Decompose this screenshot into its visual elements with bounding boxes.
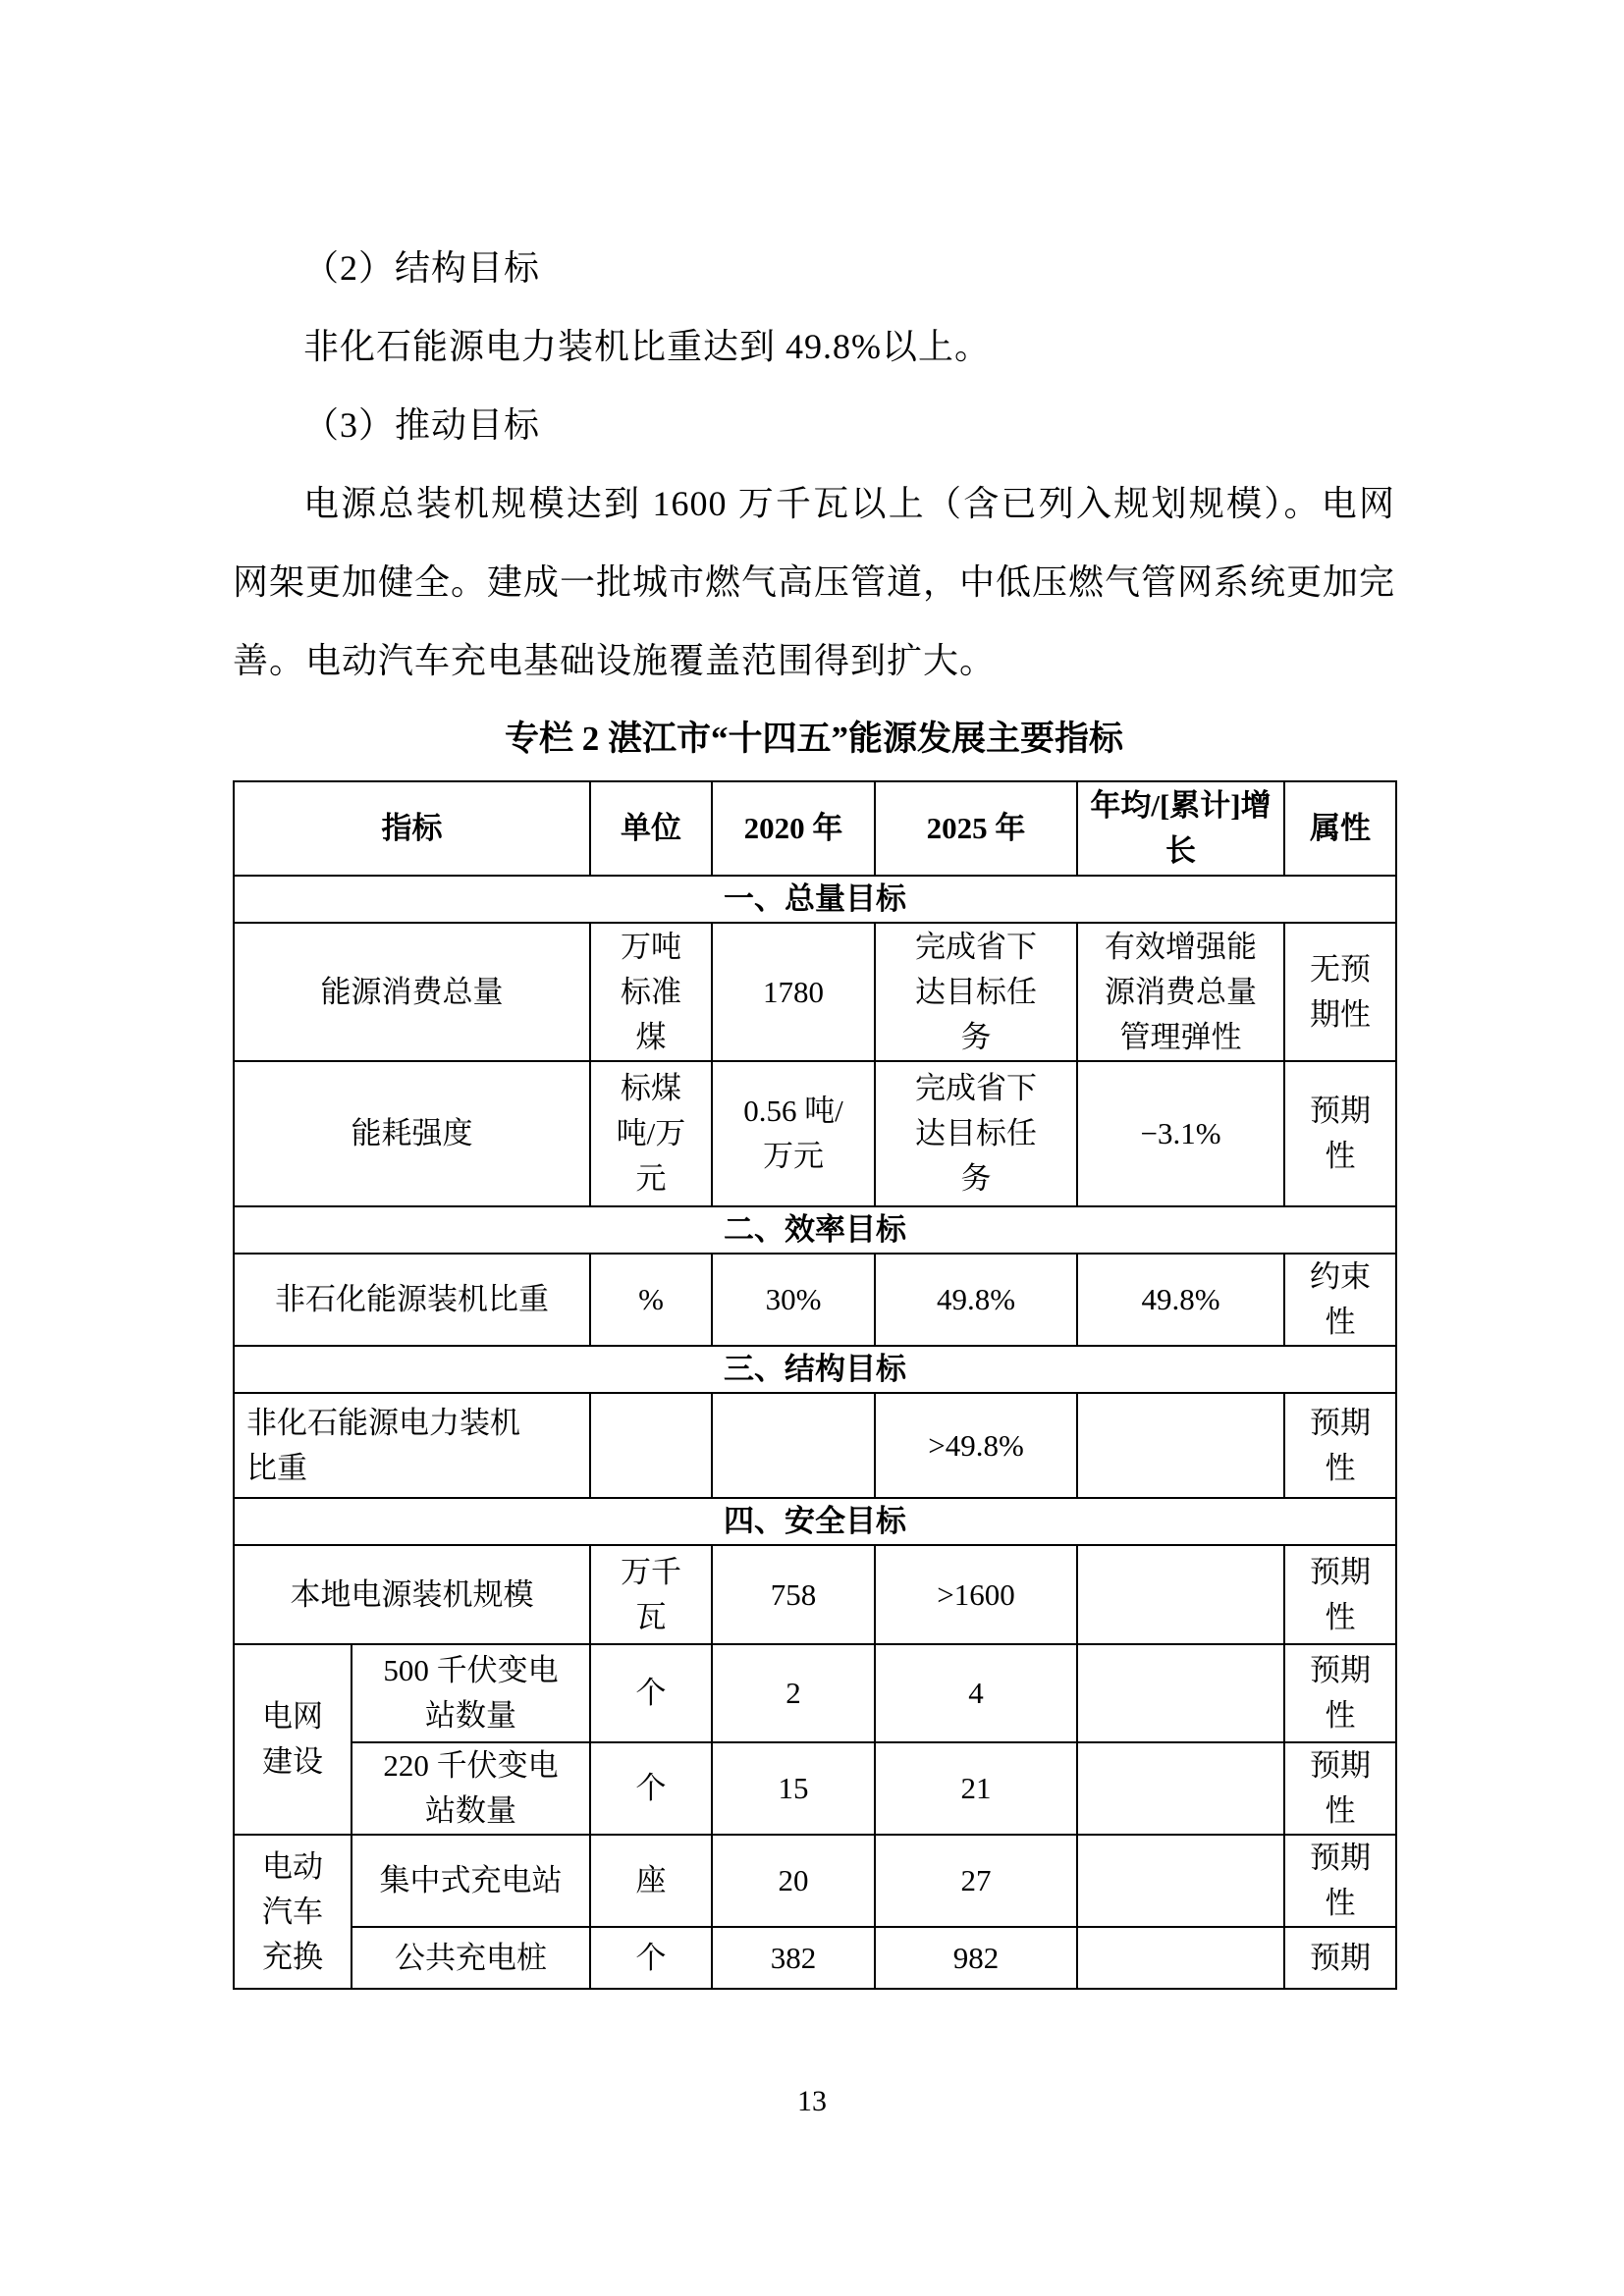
cell-unit: 个	[590, 1742, 712, 1835]
cell-2025: >1600	[875, 1545, 1077, 1644]
cell-growth	[1077, 1545, 1284, 1644]
row-nonfossil-power-share	[234, 1393, 1396, 1498]
para-structure-goal: 非化石能源电力装机比重达到 49.8%以上。	[303, 327, 991, 366]
cell-growth	[1077, 1393, 1284, 1498]
cell-indicator: 能源消费总量	[234, 923, 590, 1061]
heading-structure-goal: （2）结构目标	[303, 248, 541, 288]
cell-unit: 标煤吨/万元	[590, 1061, 712, 1206]
cell-growth	[1077, 1835, 1284, 1927]
cell-2020: 382	[712, 1927, 875, 1989]
section-row-efficiency-goals	[234, 1206, 1396, 1254]
cell-2025: 21	[875, 1742, 1077, 1835]
section-row-structure-goals	[234, 1346, 1396, 1393]
header-attr: 属性	[1284, 781, 1396, 876]
header-indicator: 指标	[234, 781, 590, 876]
cell-attr: 预期性	[1284, 1835, 1396, 1927]
section-title: 二、效率目标	[234, 1206, 1396, 1254]
cell-2020: 758	[712, 1545, 875, 1644]
cell-unit	[590, 1393, 712, 1498]
cell-attr: 预期	[1284, 1927, 1396, 1989]
cell-attr: 预期性	[1284, 1061, 1396, 1206]
header-2020: 2020 年	[712, 781, 875, 876]
cell-indicator: 非化石能源电力装机比重	[234, 1393, 590, 1498]
row-nonfossil-installed-share	[234, 1254, 1396, 1346]
cell-growth	[1077, 1742, 1284, 1835]
cell-2025: >49.8%	[875, 1393, 1077, 1498]
heading-push-goal: （3）推动目标	[303, 405, 541, 445]
row-public-charging-piles	[234, 1927, 1396, 1989]
cell-2020: 1780	[712, 923, 875, 1061]
cell-2020	[712, 1393, 875, 1498]
cell-indicator: 220 千伏变电站数量	[352, 1742, 590, 1835]
indicators-table	[233, 780, 1397, 1990]
row-local-installed-capacity	[234, 1545, 1396, 1644]
cell-2025: 完成省下达目标任务	[875, 1061, 1077, 1206]
section-row-security-goals	[234, 1498, 1396, 1545]
cell-growth: 49.8%	[1077, 1254, 1284, 1346]
row-220kv-substations	[234, 1742, 1396, 1835]
section-title: 四、安全目标	[234, 1498, 1396, 1545]
cell-growth	[1077, 1927, 1284, 1989]
table-header-row	[234, 781, 1396, 876]
cell-unit: 万吨标准煤	[590, 923, 712, 1061]
row-500kv-substations	[234, 1644, 1396, 1742]
cell-2025: 4	[875, 1644, 1077, 1742]
page-content	[233, 0, 1395, 1990]
cell-indicator: 非石化能源装机比重	[234, 1254, 590, 1346]
header-growth: 年均/[累计]增长	[1077, 781, 1284, 876]
cell-2025: 27	[875, 1835, 1077, 1927]
row-energy-intensity	[234, 1061, 1396, 1206]
cell-unit: %	[590, 1254, 712, 1346]
cell-group-ev-charging: 电动汽车充换	[234, 1835, 352, 1989]
cell-2025: 完成省下达目标任务	[875, 923, 1077, 1061]
cell-group-grid-construction: 电网建设	[234, 1644, 352, 1835]
cell-unit: 座	[590, 1835, 712, 1927]
header-unit: 单位	[590, 781, 712, 876]
cell-attr: 预期性	[1284, 1393, 1396, 1498]
cell-2020: 0.56 吨/万元	[712, 1061, 875, 1206]
cell-attr: 约束性	[1284, 1254, 1396, 1346]
row-energy-consumption	[234, 923, 1396, 1061]
row-centralized-charging-stations	[234, 1835, 1396, 1927]
page-number: 13	[797, 2085, 827, 2117]
para-push-goal: 电源总装机规模达到 1600 万千瓦以上（含已列入规划规模）。电网网架更加健全。建成一批城市燃气高压管道，中低压燃气管网系统更加完善。电动汽车充电基础设施覆盖范围得到扩大。	[233, 484, 1396, 680]
cell-unit: 个	[590, 1927, 712, 1989]
cell-2020: 15	[712, 1742, 875, 1835]
cell-2020: 30%	[712, 1254, 875, 1346]
cell-unit: 个	[590, 1644, 712, 1742]
cell-2020: 2	[712, 1644, 875, 1742]
cell-growth: 有效增强能源消费总量管理弹性	[1077, 923, 1284, 1061]
cell-2025: 982	[875, 1927, 1077, 1989]
cell-growth: −3.1%	[1077, 1061, 1284, 1206]
cell-indicator: 公共充电桩	[352, 1927, 590, 1989]
cell-growth	[1077, 1644, 1284, 1742]
cell-unit: 万千瓦	[590, 1545, 712, 1644]
cell-indicator: 500 千伏变电站数量	[352, 1644, 590, 1742]
header-2025: 2025 年	[875, 781, 1077, 876]
cell-attr: 无预期性	[1284, 923, 1396, 1061]
cell-2025: 49.8%	[875, 1254, 1077, 1346]
cell-indicator: 集中式充电站	[352, 1835, 590, 1927]
section-title: 一、总量目标	[234, 876, 1396, 923]
cell-attr: 预期性	[1284, 1742, 1396, 1835]
section-title: 三、结构目标	[234, 1346, 1396, 1393]
cell-2020: 20	[712, 1835, 875, 1927]
table-caption: 专栏 2 湛江市“十四五”能源发展主要指标	[504, 720, 1123, 758]
cell-attr: 预期性	[1284, 1644, 1396, 1742]
cell-indicator: 本地电源装机规模	[234, 1545, 590, 1644]
cell-indicator: 能耗强度	[234, 1061, 590, 1206]
cell-attr: 预期性	[1284, 1545, 1396, 1644]
section-row-total-goals	[234, 876, 1396, 923]
